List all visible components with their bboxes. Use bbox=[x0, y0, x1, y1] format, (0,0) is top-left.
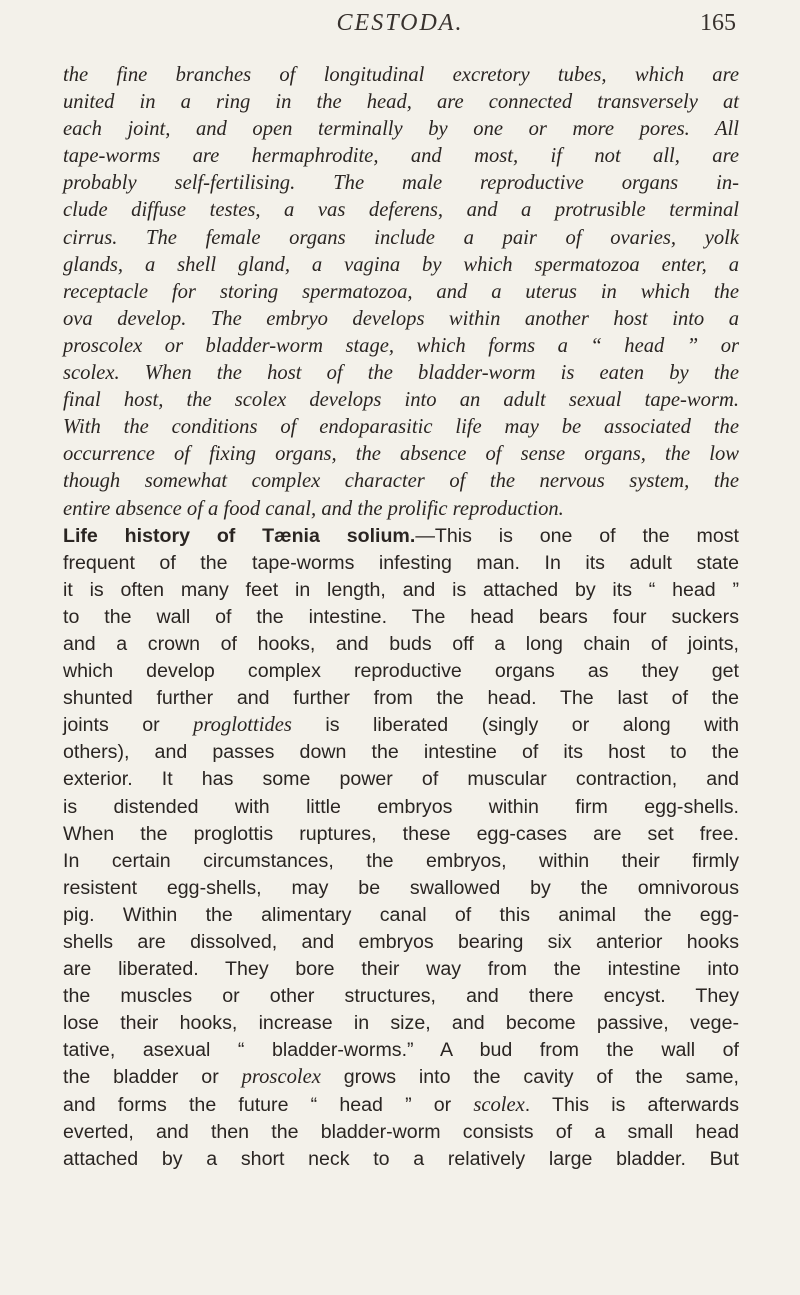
section-heading: Life history of Tænia solium. bbox=[63, 524, 416, 547]
body-line-text: is liberated (singly or along with bbox=[291, 714, 739, 737]
summary-line: glands, a shell gland, a vagina by which spermatozoa enter, a bbox=[63, 253, 739, 276]
body-line: resistent egg-shells, may be swallowed by the omnivorous bbox=[63, 876, 739, 899]
body-line: the muscles or other structures, and there encyst. They bbox=[63, 985, 739, 1008]
body-line bbox=[63, 1092, 739, 1119]
body-line: pig. Within the alimentary canal of this animal the egg- bbox=[63, 903, 739, 926]
summary-line: With the conditions of endoparasitic life may be associated the bbox=[63, 416, 739, 439]
body-line-text: the bladder or bbox=[63, 1066, 242, 1089]
body-line: In certain circumstances, the embryos, within their firmly bbox=[63, 849, 739, 872]
body-line-text: . This is afterwards bbox=[524, 1093, 739, 1116]
summary-line: receptacle for storing spermatozoa, and a uterus in which the bbox=[63, 280, 739, 303]
summary-line: cirrus. The female organs include a pair of ovaries, yolk bbox=[63, 226, 739, 249]
body-line-text: and forms the future “ head ” or bbox=[63, 1093, 474, 1116]
summary-line: each joint, and open terminally by one or more pores. All bbox=[63, 118, 739, 141]
body-line: others), and passes down the intestine of its host to the bbox=[63, 741, 739, 764]
term-scolex: scolex bbox=[473, 1093, 525, 1116]
summary-line: clude diffuse testes, a vas deferens, and a protrusible terminal bbox=[63, 199, 739, 222]
body-line: When the proglottis ruptures, these egg-cases are set free. bbox=[63, 822, 739, 845]
page-text bbox=[63, 62, 739, 1173]
summary-line: entire absence of a food canal, and the prolific reproduction. bbox=[63, 497, 564, 520]
summary-line: probably self-fertilising. The male reproductive organs in- bbox=[63, 172, 739, 195]
body-line bbox=[63, 712, 739, 739]
summary-line: proscolex or bladder-worm stage, which forms a “ head ” or bbox=[63, 334, 739, 357]
page-number: 165 bbox=[700, 10, 736, 36]
body-line: shells are dissolved, and embryos bearing six anterior hooks bbox=[63, 931, 739, 953]
summary-line: final host, the scolex develops into an adult sexual tape-worm. bbox=[63, 389, 739, 412]
body-line-text: grows into the cavity of the same, bbox=[320, 1066, 739, 1089]
body-line bbox=[63, 1064, 739, 1091]
body-line: attached by a short neck to a relatively large bladder. But bbox=[63, 1147, 739, 1170]
body-line: tative, asexual “ bladder-worms.” A bud from the wall of bbox=[63, 1039, 739, 1062]
body-line-text: joints or bbox=[63, 714, 194, 737]
body-line: everted, and then the bladder-worm consists of a small head bbox=[63, 1120, 739, 1143]
summary-line: the fine branches of longitudinal excretory tubes, which are bbox=[63, 64, 739, 86]
term-proscolex: proscolex bbox=[241, 1066, 321, 1089]
body-line: and a crown of hooks, and buds off a long chain of joints, bbox=[63, 632, 739, 655]
summary-line: united in a ring in the head, are connected transversely at bbox=[63, 91, 739, 114]
body-line: exterior. It has some power of muscular contraction, and bbox=[63, 768, 739, 791]
body-line: is distended with little embryos within firm egg-shells. bbox=[63, 795, 739, 818]
summary-line: scolex. When the host of the bladder-worm is eaten by the bbox=[63, 362, 739, 385]
summary-line: though somewhat complex character of the nervous system, the bbox=[63, 470, 739, 493]
body-line: frequent of the tape-worms infesting man. In its adult state bbox=[63, 551, 739, 574]
body-line: which develop complex reproductive organs as they get bbox=[63, 660, 739, 683]
body-line: are liberated. They bore their way from the intestine into bbox=[63, 958, 739, 981]
term-proglottides: proglottides bbox=[193, 714, 292, 737]
section-first-line-text: —This is one of the most bbox=[415, 524, 739, 547]
body-line: shunted further and further from the head. The last of the bbox=[63, 687, 739, 710]
running-head bbox=[0, 10, 800, 54]
chapter-title: CESTODA. bbox=[336, 10, 464, 36]
summary-line: ova develop. The embryo develops within another host into a bbox=[63, 307, 739, 330]
summary-line: tape-worms are hermaphrodite, and most, if not all, are bbox=[63, 145, 739, 168]
body-line: lose their hooks, increase in size, and become passive, vege- bbox=[63, 1012, 739, 1035]
body-line: to the wall of the intestine. The head bears four suckers bbox=[63, 605, 739, 628]
summary-line: occurrence of fixing organs, the absence of sense organs, the low bbox=[63, 443, 739, 466]
body-line: it is often many feet in length, and is attached by its “ head ” bbox=[63, 578, 739, 601]
section-first-line bbox=[63, 523, 739, 550]
